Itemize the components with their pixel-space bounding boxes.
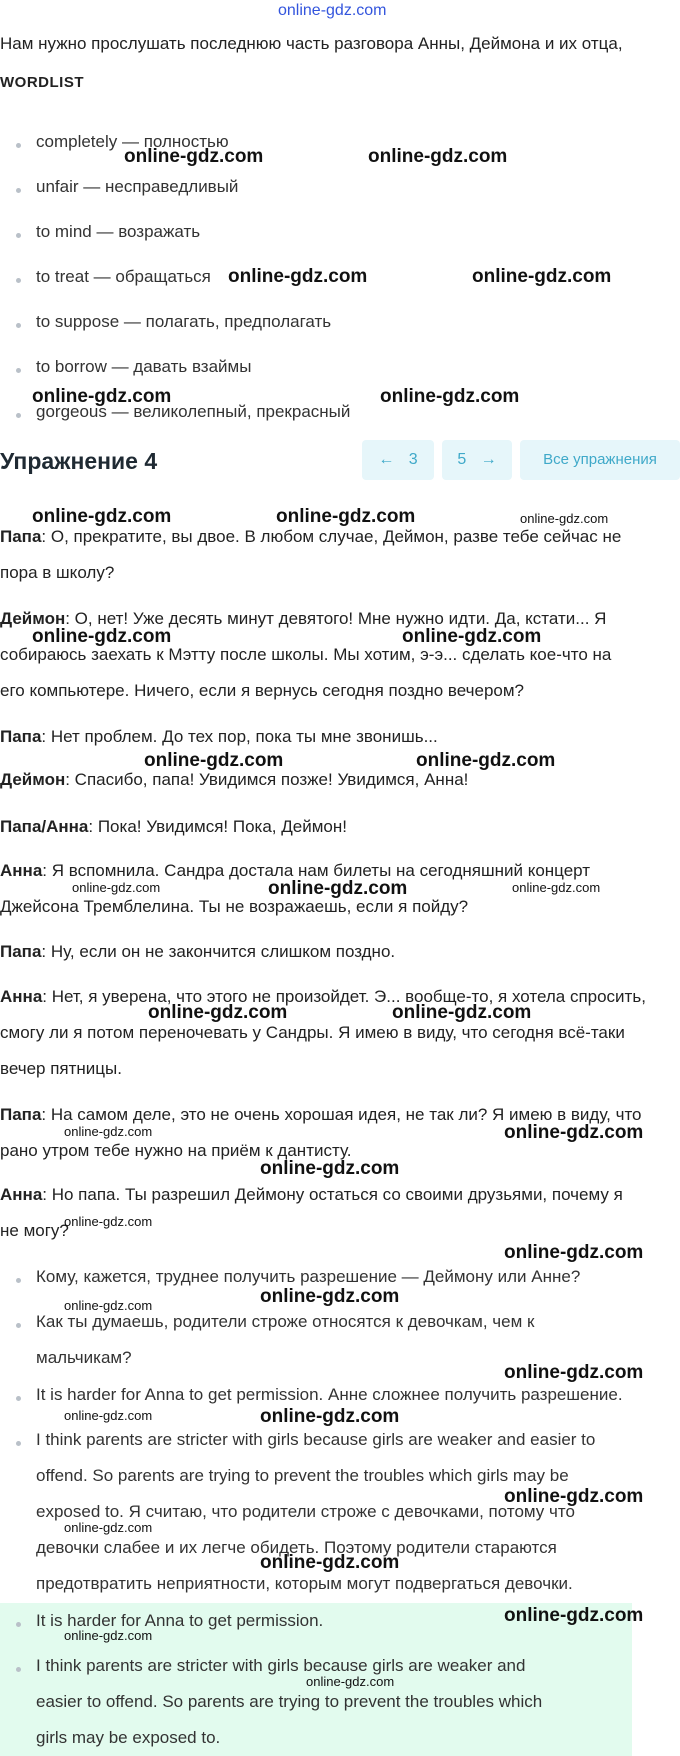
- wordlist-item: gorgeous — великолепный, прекрасный: [36, 402, 351, 421]
- exercise-title: Упражнение 4: [0, 448, 158, 474]
- answer-en-item-cont: girls may be exposed to.: [36, 1728, 221, 1747]
- bullet-icon: [16, 413, 21, 418]
- line-text: : О, нет! Уже десять минут девятого! Мне нужно идти. Да, кстати... Я: [65, 609, 607, 628]
- bullet-icon: [16, 1396, 21, 1401]
- line-text: : О, прекратите, вы двое. В любом случае, Деймон, разве тебе сейчас не: [41, 527, 622, 546]
- watermark: online-gdz.com: [504, 1362, 644, 1383]
- question-item: Кому, кажется, труднее получить разрешение — Деймону или Анне?: [36, 1267, 581, 1286]
- watermark: online-gdz.com: [64, 1214, 153, 1229]
- watermark: online-gdz.com: [268, 878, 408, 899]
- bullet-icon: [16, 1667, 21, 1672]
- dialogue-line-cont: пора в школу?: [0, 563, 115, 582]
- line-text: : Спасибо, папа! Увидимся позже! Увидимся, Анна!: [65, 770, 469, 789]
- dialogue-line: [0, 1177, 680, 1213]
- wordlist-item: to mind — возражать: [36, 222, 201, 241]
- prev-exercise-button[interactable]: [362, 440, 434, 480]
- wordlist-item: to suppose — полагать, предполагать: [36, 312, 332, 331]
- watermark: online-gdz.com: [504, 1122, 644, 1143]
- wordlist-item: to borrow — давать взаймы: [36, 357, 252, 376]
- watermark: online-gdz.com: [124, 146, 264, 167]
- question-item-cont: мальчикам?: [36, 1348, 132, 1367]
- watermark: online-gdz.com: [368, 146, 508, 167]
- watermark: online-gdz.com: [402, 626, 542, 647]
- wordlist-item: unfair — несправедливый: [36, 177, 239, 196]
- watermark: online-gdz.com: [504, 1242, 644, 1263]
- watermark: online-gdz.com: [260, 1552, 400, 1573]
- watermark: online-gdz.com: [64, 1124, 153, 1139]
- bullet-icon: [16, 1441, 21, 1446]
- watermark: online-gdz.com: [260, 1406, 400, 1427]
- speaker-name: Анна: [0, 861, 43, 880]
- watermark: online-gdz.com: [228, 266, 368, 287]
- answer-item-cont: exposed to. Я считаю, что родители строже с девочками, потому что: [36, 1502, 575, 1521]
- dialogue-line: [0, 762, 680, 798]
- arrow-right-icon: →: [480, 451, 497, 468]
- watermark: online-gdz.com: [416, 750, 556, 771]
- dialogue-line: [0, 934, 680, 970]
- line-text: : Нет проблем. До тех пор, пока ты мне звонишь...: [41, 727, 438, 746]
- watermark: online-gdz.com: [144, 750, 284, 771]
- watermark: online-gdz.com: [32, 626, 172, 647]
- answer-item-cont: девочки слабее и их легче обидеть. Поэтому родители стараются: [36, 1538, 557, 1557]
- line-text: : Пока! Увидимся! Пока, Деймон!: [88, 817, 347, 836]
- watermark: online-gdz.com: [260, 1158, 400, 1179]
- answer-en-item: It is harder for Anna to get permission.: [36, 1611, 324, 1630]
- dialogue-line-cont: вечер пятницы.: [0, 1059, 122, 1078]
- bullet-icon: [16, 233, 21, 238]
- answer-item: I think parents are stricter with girls because girls are weaker and easier to: [36, 1430, 596, 1449]
- next-exercise-label: 5: [457, 451, 467, 468]
- watermark: online-gdz.com: [380, 386, 520, 407]
- speaker-name: Анна: [0, 1185, 43, 1204]
- watermark: online-gdz.com: [32, 386, 172, 407]
- watermark: online-gdz.com: [64, 1298, 153, 1313]
- dialogue-line: [0, 719, 680, 755]
- watermark: online-gdz.com: [276, 506, 416, 527]
- dialogue-line-cont: смогу ли я потом переночевать у Сандры. Я имею в виду, что сегодня всё-таки: [0, 1023, 625, 1042]
- watermark: online-gdz.com: [520, 511, 609, 526]
- watermark: online-gdz.com: [260, 1286, 400, 1307]
- dialogue-line: [0, 979, 680, 1015]
- bullet-icon: [16, 1622, 21, 1627]
- bullet-icon: [16, 278, 21, 283]
- answer-en-item-cont: easier to offend. So parents are trying to prevent the troubles which: [36, 1692, 543, 1711]
- question-item: Как ты думаешь, родители строже относятся к девочкам, чем к: [36, 1312, 535, 1331]
- answer-item-cont: предотвратить неприятности, которым могут подвергаться девочки.: [36, 1574, 573, 1593]
- watermark: online-gdz.com: [306, 1674, 395, 1689]
- line-text: : Я вспомнила. Сандра достала нам билеты на сегодняшний концерт: [42, 861, 591, 880]
- answer-item: It is harder for Anna to get permission. Анне сложнее получить разрешение.: [36, 1385, 623, 1404]
- intro-text: Нам нужно прослушать последнюю часть разговора Анны, Деймона и их отца,: [0, 34, 623, 53]
- watermark: online-gdz.com: [64, 1628, 153, 1643]
- answer-en-item: I think parents are stricter with girls because girls are weaker and: [36, 1656, 526, 1675]
- prev-exercise-label: 3: [408, 451, 418, 468]
- watermark: online-gdz.com: [32, 506, 172, 527]
- line-text: : Нет, я уверена, что этого не произойдет. Э... вообще-то, я хотела спросить,: [42, 987, 646, 1006]
- dialogue-line-cont: Джейсона Тремблелина. Ты не возражаешь, если я пойду?: [0, 897, 469, 916]
- dialogue-line-cont: собираюсь заехать к Мэтту после школы. Мы хотим, э-э... сделать кое-что на: [0, 645, 612, 664]
- all-exercises-button[interactable]: Все упражнения: [520, 440, 680, 480]
- bullet-icon: [16, 1278, 21, 1283]
- watermark: online-gdz.com: [64, 1408, 153, 1423]
- dialogue-line-cont: рано утром тебе нужно на приём к дантисту.: [0, 1141, 352, 1160]
- line-text: : Ну, если он не закончится слишком поздно.: [41, 942, 396, 961]
- watermark: online-gdz.com: [72, 880, 161, 895]
- arrow-left-icon: ←: [378, 451, 395, 468]
- speaker-name: Папа: [0, 727, 42, 746]
- wordlist-heading: WORDLIST: [0, 74, 84, 91]
- speaker-name: Папа: [0, 527, 42, 546]
- speaker-name: Анна: [0, 987, 43, 1006]
- watermark: online-gdz.com: [148, 1002, 288, 1023]
- wordlist-item: to treat — обращаться: [36, 267, 211, 286]
- exercise-header: [0, 440, 680, 486]
- bullet-icon: [16, 188, 21, 193]
- bullet-icon: [16, 323, 21, 328]
- bullet-icon: [16, 1323, 21, 1328]
- speaker-name: Папа/Анна: [0, 817, 89, 836]
- speaker-name: Деймон: [0, 770, 66, 789]
- line-text: : На самом деле, это не очень хорошая идея, не так ли? Я имею в виду, что: [41, 1105, 642, 1124]
- speaker-name: Деймон: [0, 609, 66, 628]
- site-url[interactable]: online-gdz.com: [278, 2, 387, 19]
- wordlist-item: completely — полностью: [36, 132, 229, 151]
- watermark: online-gdz.com: [504, 1605, 644, 1626]
- answer-item-cont: offend. So parents are trying to prevent the troubles which girls may be: [36, 1466, 569, 1485]
- watermark: online-gdz.com: [472, 266, 612, 287]
- dialogue-line-cont: его компьютере. Ничего, если я вернусь сегодня поздно вечером?: [0, 681, 525, 700]
- watermark: online-gdz.com: [512, 880, 601, 895]
- bullet-icon: [16, 143, 21, 148]
- speaker-name: Папа: [0, 942, 42, 961]
- next-exercise-button[interactable]: [442, 440, 512, 480]
- line-text: : Но папа. Ты разрешил Деймону остаться со своими друзьями, почему я: [42, 1185, 623, 1204]
- dialogue-line: [0, 809, 680, 845]
- watermark: online-gdz.com: [504, 1486, 644, 1507]
- bullet-icon: [16, 368, 21, 373]
- watermark: online-gdz.com: [392, 1002, 532, 1023]
- speaker-name: Папа: [0, 1105, 42, 1124]
- dialogue-line-cont: не могу?: [0, 1221, 69, 1240]
- watermark: online-gdz.com: [64, 1520, 153, 1535]
